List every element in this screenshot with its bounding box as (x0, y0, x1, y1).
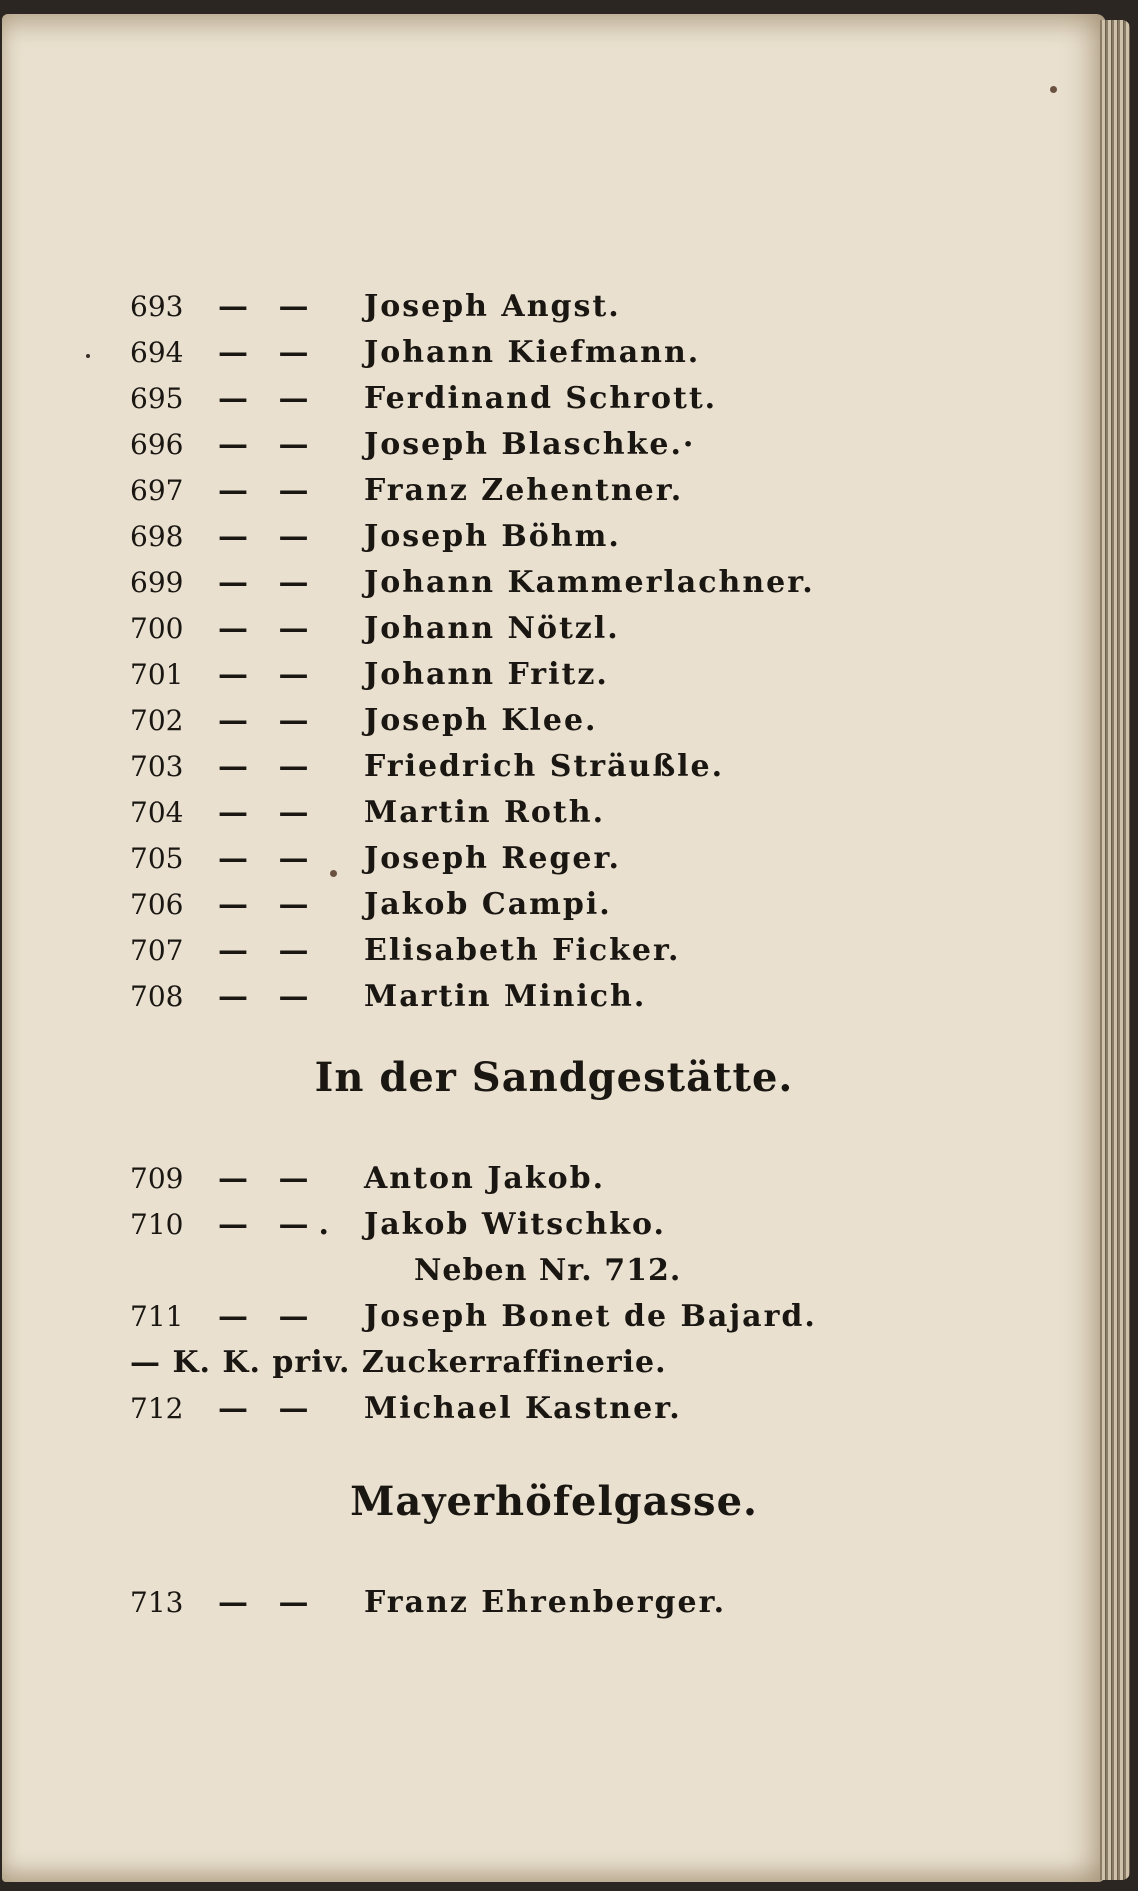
dash-separator: — — (218, 1391, 319, 1426)
resident-name: Michael Kastner. (364, 1391, 682, 1426)
list-item (2, 376, 1106, 422)
resident-name: Johann Kiefmann. (364, 335, 701, 370)
dash-separator: — — (218, 795, 319, 830)
list-item (2, 560, 1106, 606)
house-number: 710 (130, 1208, 184, 1241)
list-item (2, 606, 1106, 652)
house-number: 693 (130, 290, 184, 323)
dash-separator: — — (218, 841, 319, 876)
resident-name: Elisabeth Ficker. (364, 933, 681, 968)
page-edges (1100, 20, 1130, 1880)
resident-name: Joseph Reger. (364, 841, 621, 876)
list-item (2, 698, 1106, 744)
dash-separator: — — (218, 933, 319, 968)
list-item (2, 1386, 1106, 1432)
dash-separator: — — (218, 1299, 319, 1334)
resident-name: Martin Roth. (364, 795, 606, 830)
resident-name: Johann Kammerlachner. (364, 565, 815, 600)
resident-name: Joseph Blaschke.· (364, 427, 696, 462)
section-heading-mayerhoefelgasse: Mayerhöfelgasse. (350, 1478, 758, 1525)
list-item (2, 468, 1106, 514)
house-number: 696 (130, 428, 184, 461)
list-item (2, 744, 1106, 790)
note-text: Neben Nr. 712. (414, 1253, 682, 1288)
list-item (2, 330, 1106, 376)
resident-name: Friedrich Sträußle. (364, 749, 725, 784)
dash-separator: — — (218, 335, 319, 370)
house-number: 701 (130, 658, 184, 691)
house-number: 704 (130, 796, 184, 829)
dash-separator: — —. (218, 1207, 339, 1242)
resident-name: Anton Jakob. (364, 1161, 606, 1196)
dash-separator: — — (218, 519, 319, 554)
house-number: 702 (130, 704, 184, 737)
dash-separator: — — (218, 611, 319, 646)
house-number: 705 (130, 842, 184, 875)
dash-separator: — — (218, 1585, 319, 1620)
house-number: 708 (130, 980, 184, 1013)
list-item (2, 514, 1106, 560)
list-item (2, 1580, 1106, 1626)
dash-separator: — — (218, 427, 319, 462)
list-item (2, 928, 1106, 974)
dash-separator: — — (218, 979, 319, 1014)
house-number: 707 (130, 934, 184, 967)
list-item (2, 652, 1106, 698)
dash-separator: — — (218, 749, 319, 784)
house-number: 706 (130, 888, 184, 921)
ink-spot (330, 870, 337, 877)
list-item (2, 1156, 1106, 1202)
house-number: 712 (130, 1392, 184, 1425)
list-item (2, 1202, 1106, 1248)
resident-name: Franz Zehentner. (364, 473, 684, 508)
house-number: 694 (130, 336, 184, 369)
resident-name: Jakob Witschko. (364, 1207, 666, 1242)
ink-spot (1050, 86, 1057, 93)
house-number: 709 (130, 1162, 184, 1195)
note-text: — K. K. priv. Zuckerraffinerie. (130, 1345, 667, 1380)
list-item (2, 836, 1106, 882)
resident-name: Joseph Klee. (364, 703, 598, 738)
list-item (2, 1294, 1106, 1340)
section-heading-sandgestaette: In der Sandgestätte. (314, 1054, 794, 1101)
entry-note (2, 1248, 1106, 1294)
resident-name: Joseph Angst. (364, 289, 621, 324)
resident-name: Martin Minich. (364, 979, 647, 1014)
dash-separator: — — (218, 289, 319, 324)
list-item (2, 422, 1106, 468)
book-page (2, 14, 1106, 1882)
resident-name: Joseph Bonet de Bajard. (364, 1299, 817, 1334)
dash-separator: — — (218, 565, 319, 600)
house-number: 699 (130, 566, 184, 599)
dash-separator: — — (218, 473, 319, 508)
resident-name: Franz Ehrenberger. (364, 1585, 727, 1620)
house-number: 697 (130, 474, 184, 507)
house-number: 703 (130, 750, 184, 783)
resident-name: Jakob Campi. (364, 887, 612, 922)
entry-note (2, 1340, 1106, 1386)
resident-name: Ferdinand Schrott. (364, 381, 718, 416)
resident-name: Johann Nötzl. (364, 611, 620, 646)
house-number: 700 (130, 612, 184, 645)
house-number: 698 (130, 520, 184, 553)
dash-separator: — — (218, 703, 319, 738)
dash-separator: — — (218, 657, 319, 692)
house-number: 711 (130, 1300, 184, 1333)
dash-separator: — — (218, 381, 319, 416)
dash-separator: — — (218, 887, 319, 922)
house-number: 695 (130, 382, 184, 415)
list-item (2, 790, 1106, 836)
dash-separator: — — (218, 1161, 319, 1196)
house-number: 713 (130, 1586, 184, 1619)
resident-name: Joseph Böhm. (364, 519, 621, 554)
list-item (2, 974, 1106, 1020)
resident-name: Johann Fritz. (364, 657, 609, 692)
ink-dot (86, 354, 90, 358)
list-item (2, 284, 1106, 330)
list-item (2, 882, 1106, 928)
